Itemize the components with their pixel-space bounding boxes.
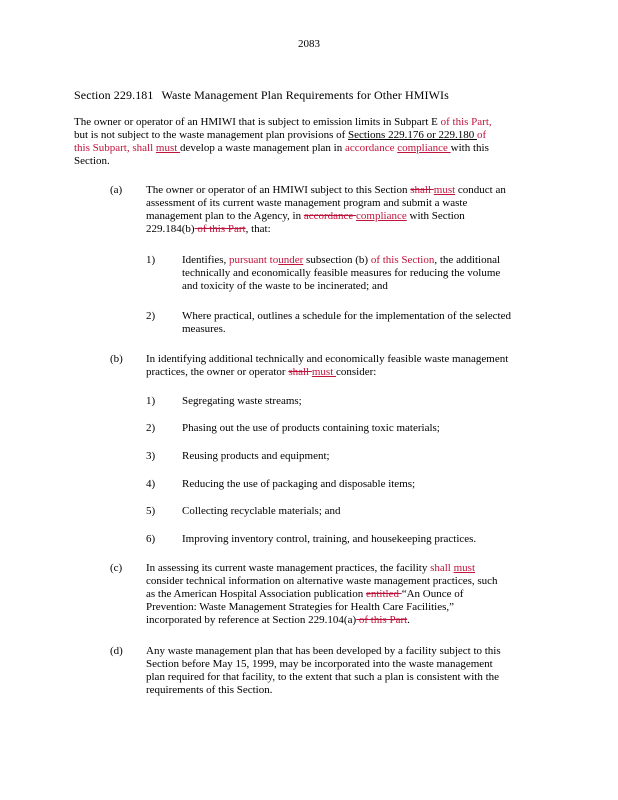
- item-a-line-3: [146, 210, 465, 223]
- inserted-text: compliance: [356, 210, 407, 222]
- inserted-text: of this Section: [370, 254, 435, 266]
- item-a1-line-3: and toxicity of the waste to be incinerated; and: [182, 280, 388, 292]
- inserted-text: pursuant to: [229, 254, 279, 266]
- body-text: 229.184(b): [146, 223, 195, 235]
- inserted-text: of this Part,: [440, 116, 492, 128]
- item-b-line-2: [146, 366, 376, 379]
- body-text: incorporated by reference at Section 229.104(a): [146, 614, 357, 626]
- deleted-text: shall: [410, 184, 434, 196]
- intro-text: The owner or operator of an HMIWI that is subject to emission limits in Subpart E: [74, 116, 441, 128]
- body-text: conduct an: [455, 184, 506, 196]
- item-c-line-3: [146, 588, 463, 601]
- inserted-text: must: [433, 184, 456, 196]
- item-a2-line-1: Where practical, outlines a schedule for the implementation of the selected: [182, 310, 511, 322]
- list-item: Improving inventory control, training, and housekeeping practices.: [182, 533, 477, 545]
- intro-text: Section.: [74, 155, 110, 167]
- body-text: management plan to the Agency, in: [146, 210, 304, 222]
- item-a1-label: 1): [146, 254, 156, 266]
- list-item-label: 3): [146, 450, 156, 462]
- item-a-line-2: assessment of its current waste management program and submit a waste: [146, 197, 468, 209]
- body-text: Identifies,: [182, 254, 230, 266]
- deleted-text: accordance: [303, 210, 357, 222]
- list-item: Segregating waste streams;: [182, 395, 302, 407]
- deleted-text: of this Part: [356, 614, 408, 626]
- item-c-line-1: [146, 562, 475, 575]
- list-item: Phasing out the use of products containing toxic materials;: [182, 422, 440, 434]
- body-text: In assessing its current waste management practices, the facility: [146, 562, 431, 574]
- item-a2-line-2: measures.: [182, 323, 226, 335]
- item-c-label: (c): [110, 562, 123, 574]
- body-text: The owner or operator of an HMIWI subject to this Section: [146, 184, 411, 196]
- body-text: as the American Hospital Association publication: [146, 588, 366, 600]
- item-d-label: (d): [110, 645, 123, 657]
- section-heading: Waste Management Plan Requirements for Other HMIWIs: [161, 88, 449, 102]
- item-d-line-3: plan required for that facility, to the extent that such a plan is consistent with the: [146, 671, 500, 683]
- list-item: Reusing products and equipment;: [182, 450, 330, 462]
- inserted-text: must: [311, 366, 337, 378]
- list-item: Reducing the use of packaging and disposable items;: [182, 478, 416, 490]
- deleted-text: entitled: [365, 588, 402, 600]
- intro-line-2: [74, 129, 486, 142]
- item-a-line-1: [146, 184, 506, 197]
- inserted-text: under: [278, 254, 304, 266]
- body-text: consider:: [336, 366, 377, 378]
- body-text: .: [407, 614, 410, 626]
- intro-line-4: [74, 155, 110, 168]
- body-text: with Section: [406, 210, 465, 222]
- intro-line-1: [74, 116, 492, 129]
- item-b-label: (b): [110, 353, 123, 365]
- body-text: , the additional: [434, 254, 501, 266]
- list-item-label: 2): [146, 422, 156, 434]
- item-a1-line-1: [182, 254, 500, 267]
- body-text: practices, the owner or operator: [146, 366, 289, 378]
- deleted-text: shall: [288, 366, 312, 378]
- list-item-label: 1): [146, 395, 156, 407]
- item-a-line-4: [146, 223, 271, 236]
- item-a2-label: 2): [146, 310, 156, 322]
- item-c-line-5: [146, 614, 410, 627]
- item-a1-line-2: technically and economically feasible measures for reducing the volume: [182, 267, 501, 279]
- inserted-text: this Subpart, shall: [74, 142, 156, 154]
- body-text: , that:: [245, 223, 271, 235]
- inserted-text: must: [453, 562, 476, 574]
- intro-text: but is not subject to the waste management plan provisions of: [74, 129, 349, 141]
- section-number: Section 229.181: [74, 88, 154, 102]
- deleted-text: of this Part: [194, 223, 246, 235]
- intro-text: with this: [450, 142, 489, 154]
- item-a-label: (a): [110, 184, 123, 196]
- list-item-label: 5): [146, 505, 156, 517]
- page-number: 2083: [298, 38, 320, 50]
- inserted-text: compliance: [397, 142, 451, 154]
- item-b-line-1: In identifying additional technically and economically feasible waste management: [146, 353, 509, 365]
- inserted-text: must: [155, 142, 181, 154]
- list-item: Collecting recyclable materials; and: [182, 505, 341, 517]
- item-d-line-4: requirements of this Section.: [146, 684, 273, 696]
- inserted-text: of: [477, 129, 487, 141]
- intro-line-3: [74, 142, 489, 155]
- item-c-line-4: Prevention: Waste Management Strategies for Health Care Facilities,”: [146, 601, 455, 613]
- item-c-line-2: consider technical information on alternative waste management practices, such: [146, 575, 498, 587]
- item-d-line-2: Section before May 15, 1999, may be incorporated into the waste management: [146, 658, 493, 670]
- body-text: “An Ounce of: [401, 588, 464, 600]
- underlined-text: Sections 229.176 or 229.180: [348, 129, 477, 141]
- item-d-line-1: Any waste management plan that has been developed by a facility subject to this: [146, 645, 501, 657]
- section-title: [74, 88, 449, 103]
- inserted-text: accordance: [345, 142, 398, 154]
- body-text: subsection (b): [303, 254, 371, 266]
- intro-text: develop a waste management plan in: [180, 142, 345, 154]
- inserted-text: shall: [430, 562, 454, 574]
- list-item-label: 4): [146, 478, 156, 490]
- list-item-label: 6): [146, 533, 156, 545]
